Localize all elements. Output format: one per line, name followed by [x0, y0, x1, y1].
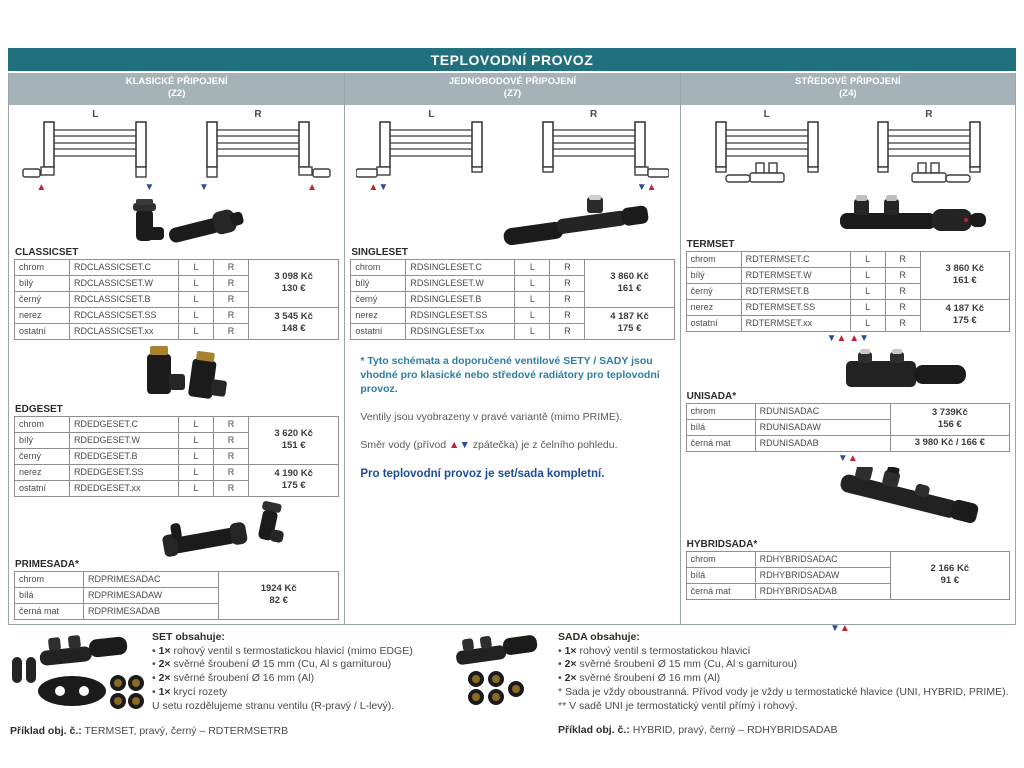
- l-cell: L: [515, 275, 550, 291]
- price-kc: 3 620 Kč: [274, 428, 313, 440]
- code-cell: RDHYBRIDSADAC: [755, 551, 890, 567]
- l-cell: L: [850, 267, 885, 283]
- l-cell: L: [179, 275, 214, 291]
- code-cell: RDSINGLESET.SS: [406, 307, 515, 323]
- code-cell: RDPRIMESADAW: [84, 587, 219, 603]
- r-cell: R: [885, 283, 920, 299]
- l-cell: L: [850, 251, 885, 267]
- color-cell: chrom: [15, 259, 70, 275]
- price-cell: [920, 299, 1009, 331]
- l-cell: L: [179, 291, 214, 307]
- code-cell: RDTERMSET.W: [741, 267, 850, 283]
- l-cell: L: [179, 480, 214, 496]
- set-title: UNISADA*: [686, 390, 737, 402]
- set-heading: SET obsahuje:: [152, 630, 225, 643]
- price-cell: [249, 416, 339, 464]
- table-row: [686, 435, 1009, 451]
- page-title: TEPLOVODNÍ PROVOZ: [8, 48, 1016, 71]
- product-image-row: [686, 345, 1010, 389]
- price-eur: 175 €: [952, 315, 977, 327]
- price-kc: 3 860 Kč: [945, 263, 985, 275]
- code-cell: RDCLASSICSET.B: [70, 291, 179, 307]
- price-cell: 3 980 Kč / 166 €: [890, 435, 1009, 451]
- r-cell: R: [214, 323, 249, 339]
- supply-arrow-icon: ▲: [646, 181, 657, 193]
- column-klasicke: [9, 73, 344, 624]
- set-title: SINGLESET: [351, 246, 409, 258]
- supply-arrow-icon: ▲: [449, 439, 460, 452]
- diagram-left: [16, 109, 174, 193]
- color-cell: bílý: [686, 267, 741, 283]
- price-kc: 3 098 Kč: [274, 271, 313, 283]
- r-cell: R: [214, 480, 249, 496]
- bullet-text: svěrné šroubení Ø 16 mm (Al): [170, 672, 315, 685]
- catalog-page: [8, 48, 1016, 738]
- column-body: [681, 105, 1015, 624]
- sada-note-2: ** V sadě UNI je termostatický ventil přímý i rohový.: [558, 699, 798, 712]
- code-cell: RDHYBRIDSADAW: [755, 567, 890, 583]
- color-cell: černá mat: [686, 435, 755, 451]
- price-eur: 156 €: [937, 419, 962, 431]
- code-cell: RDSINGLESET.xx: [406, 323, 515, 339]
- product-image-row: [686, 189, 1010, 237]
- color-cell: nerez: [15, 307, 70, 323]
- diagram-row: [14, 109, 339, 193]
- bullet-qty: 1×: [158, 644, 171, 657]
- column-body: [9, 105, 344, 624]
- return-arrow-icon: ▼: [830, 622, 840, 634]
- product-image-row: [350, 193, 674, 245]
- table-row: [15, 416, 339, 432]
- diagram-label: L: [763, 108, 770, 120]
- flow-arrows: [686, 333, 1010, 344]
- supply-arrow-icon: ▲: [847, 452, 858, 464]
- price-kc: 2 166 Kč: [930, 563, 970, 575]
- singleset-table: [350, 259, 674, 340]
- price-cell: [585, 307, 674, 339]
- r-cell: R: [214, 275, 249, 291]
- notes-block: [350, 340, 674, 482]
- color-cell: chrom: [15, 416, 70, 432]
- price-cell: [249, 307, 339, 339]
- termset-product-image: [832, 191, 992, 237]
- bullet-text: svěrné šroubení Ø 15 mm (Cu, Al s garniturou): [576, 658, 798, 671]
- color-cell: bílý: [15, 275, 70, 291]
- column-name: STŘEDOVÉ PŘIPOJENÍ: [795, 76, 901, 87]
- table-row: [15, 571, 339, 587]
- diagram-label: R: [925, 108, 933, 120]
- r-cell: R: [214, 432, 249, 448]
- price-eur: 148 €: [281, 323, 306, 335]
- r-cell: R: [214, 291, 249, 307]
- r-cell: R: [885, 251, 920, 267]
- r-cell: R: [550, 275, 585, 291]
- color-cell: ostatní: [15, 480, 70, 496]
- color-cell: bílý: [351, 275, 406, 291]
- price-eur: 161 €: [617, 283, 642, 295]
- list-item: [558, 645, 1009, 659]
- sada-heading: SADA obsahuje:: [558, 630, 640, 643]
- hybridsada-table: [686, 551, 1010, 600]
- color-cell: nerez: [351, 307, 406, 323]
- note-text: Směr vody (přívod: [360, 439, 450, 452]
- bullet-text: svěrné šroubení Ø 15 mm (Cu, Al s garniturou): [170, 658, 392, 671]
- code-cell: RDCLASSICSET.xx: [70, 323, 179, 339]
- set-contents-text: [152, 629, 413, 715]
- return-arrow-icon: ▼: [459, 439, 470, 452]
- product-image-row: [686, 465, 1010, 537]
- product-image-row: [14, 340, 339, 402]
- code-cell: RDUNISADAW: [755, 419, 890, 435]
- price-cell: [249, 259, 339, 307]
- code-cell: RDSINGLESET.C: [406, 259, 515, 275]
- diagram-right: [179, 109, 337, 193]
- radiator-schematic-icon: [20, 121, 170, 185]
- bullet-text: svěrné šroubení Ø 16 mm (Al): [576, 672, 721, 685]
- code-cell: RDTERMSET.xx: [741, 315, 850, 331]
- code-cell: RDTERMSET.B: [741, 283, 850, 299]
- note-variants: Ventily jsou vyobrazeny v pravé variantě (mimo PRIME).: [360, 411, 623, 424]
- l-cell: L: [850, 299, 885, 315]
- price-kc: 3 860 Kč: [610, 271, 649, 283]
- r-cell: R: [885, 299, 920, 315]
- note-flow-direction: [360, 438, 666, 452]
- code-cell: RDUNISADAB: [755, 435, 890, 451]
- code-cell: RDPRIMESADAB: [84, 603, 219, 619]
- bullet-qty: 2×: [564, 658, 577, 671]
- l-cell: L: [179, 464, 214, 480]
- code-cell: RDEDGESET.C: [70, 416, 179, 432]
- price-eur: 91 €: [940, 575, 960, 587]
- sada-contents-image: [448, 629, 558, 715]
- color-cell: bílá: [686, 419, 755, 435]
- set-title: CLASSICSET: [15, 246, 79, 258]
- color-cell: černý: [15, 448, 70, 464]
- return-arrow-icon: ▼: [826, 332, 837, 344]
- supply-arrow-icon: ▲: [836, 332, 847, 344]
- list-item: [558, 672, 1009, 686]
- table-row: [686, 251, 1009, 267]
- return-arrow-icon: ▼: [837, 452, 848, 464]
- r-cell: R: [885, 267, 920, 283]
- footer: [8, 622, 1016, 738]
- price-kc: 3 739Kč: [931, 407, 968, 419]
- table-row: [15, 259, 339, 275]
- r-cell: R: [214, 307, 249, 323]
- r-cell: R: [214, 464, 249, 480]
- l-cell: L: [850, 283, 885, 299]
- price-eur: 151 €: [281, 440, 306, 452]
- order-example: [558, 724, 1009, 738]
- return-arrow-icon: ▼: [859, 332, 870, 344]
- r-cell: R: [885, 315, 920, 331]
- set-title: EDGESET: [15, 403, 63, 415]
- radiator-schematic-icon: [519, 121, 669, 185]
- primesada-table: [14, 571, 339, 620]
- l-cell: L: [515, 291, 550, 307]
- code-cell: RDUNISADAC: [755, 403, 890, 419]
- r-cell: R: [214, 448, 249, 464]
- l-cell: L: [179, 416, 214, 432]
- l-cell: L: [850, 315, 885, 331]
- code-cell: RDCLASSICSET.SS: [70, 307, 179, 323]
- r-cell: R: [214, 259, 249, 275]
- code-cell: RDEDGESET.xx: [70, 480, 179, 496]
- diagram-label: R: [254, 108, 262, 120]
- color-cell: nerez: [686, 299, 741, 315]
- list-item: [152, 645, 413, 659]
- table-row: [686, 299, 1009, 315]
- price-cell: [219, 571, 339, 619]
- supply-arrow-icon: ▲: [849, 332, 860, 344]
- table-row: [686, 551, 1009, 567]
- flow-arrows: [515, 183, 673, 193]
- diagram-right: [850, 109, 1008, 189]
- table-row: [15, 307, 339, 323]
- order-example: [10, 725, 442, 737]
- supply-arrow-icon: ▲: [307, 181, 317, 193]
- l-cell: L: [179, 432, 214, 448]
- color-cell: chrom: [686, 403, 755, 419]
- note-text: zpátečka) je z čelního pohledu.: [469, 439, 618, 452]
- list-item: [152, 672, 413, 686]
- code-cell: RDTERMSET.SS: [741, 299, 850, 315]
- column-stredove: [680, 73, 1015, 624]
- list-item: [152, 686, 413, 700]
- sada-note-1: * Sada je vždy oboustranná. Přívod vody je vždy u termostatické hlavice (UNI, HYBRID, PRIME).: [558, 686, 1009, 699]
- bullet-text: rohový ventil s termostatickou hlavicí (mimo EDGE): [170, 644, 413, 657]
- diagram-label: R: [589, 108, 598, 120]
- color-cell: ostatní: [686, 315, 741, 331]
- flow-arrows: [686, 453, 1010, 464]
- code-cell: RDEDGESET.W: [70, 432, 179, 448]
- unisada-product-image: [836, 347, 976, 389]
- example-value: HYBRID, pravý, černý – RDHYBRIDSADAB: [629, 723, 838, 736]
- r-cell: R: [214, 416, 249, 432]
- color-cell: chrom: [351, 259, 406, 275]
- color-cell: chrom: [686, 551, 755, 567]
- r-cell: R: [550, 307, 585, 323]
- return-arrow-icon: ▼: [144, 181, 155, 193]
- color-cell: chrom: [15, 571, 84, 587]
- example-label: Příklad obj. č.:: [558, 723, 630, 736]
- column-body: [345, 105, 679, 624]
- code-cell: RDTERMSET.C: [741, 251, 850, 267]
- color-cell: bílý: [15, 432, 70, 448]
- flow-arrows: [352, 183, 510, 193]
- radiator-schematic-icon: [183, 121, 333, 185]
- diagram-label: L: [428, 108, 435, 120]
- color-cell: černá mat: [15, 603, 84, 619]
- r-cell: R: [550, 323, 585, 339]
- color-cell: ostatní: [351, 323, 406, 339]
- column-code: (Z2): [167, 88, 186, 100]
- return-arrow-icon: ▼: [198, 181, 209, 193]
- footer-sada-block: [442, 622, 1016, 738]
- supply-arrow-icon: ▲: [36, 181, 47, 193]
- price-cell: [890, 403, 1009, 435]
- color-cell: černý: [686, 283, 741, 299]
- bullet-text: krycí rozety: [170, 686, 228, 699]
- list-item: [558, 658, 1009, 672]
- code-cell: RDSINGLESET.W: [406, 275, 515, 291]
- l-cell: L: [179, 307, 214, 323]
- flow-arrows: [16, 183, 174, 193]
- price-cell: [249, 464, 339, 496]
- classicset-product-image: [102, 197, 252, 245]
- table-row: [15, 464, 339, 480]
- table-row: [351, 259, 674, 275]
- price-cell: [585, 259, 674, 307]
- supply-arrow-icon: ▲: [839, 622, 850, 634]
- color-cell: bílá: [686, 567, 755, 583]
- color-cell: černý: [351, 291, 406, 307]
- diagram-row: [686, 109, 1010, 189]
- bullet-text: rohový ventil s termostatickou hlavicí: [576, 644, 751, 657]
- columns-area: [8, 73, 1016, 625]
- sada-contents-text: [558, 629, 1009, 738]
- diagram-left: [352, 109, 510, 193]
- price-eur: 161 €: [952, 275, 977, 287]
- column-header-klasicke: [9, 73, 344, 105]
- price-kc: 4 187 Kč: [610, 311, 649, 323]
- hybridsada-product-image: [826, 467, 986, 537]
- column-code: (Z4): [839, 88, 857, 100]
- column-header-stredove: [681, 73, 1015, 105]
- diagram-label: L: [92, 108, 99, 120]
- l-cell: L: [179, 448, 214, 464]
- bullet-qty: 1×: [564, 644, 577, 657]
- color-cell: černý: [15, 291, 70, 307]
- code-cell: RDHYBRIDSADAB: [755, 583, 890, 599]
- column-name: KLASICKÉ PŘIPOJENÍ: [125, 76, 228, 87]
- return-arrow-icon: ▼: [378, 181, 389, 193]
- bullet-qty: 2×: [564, 672, 577, 685]
- price-kc: 4 187 Kč: [945, 303, 985, 315]
- list-item: [152, 658, 413, 672]
- flow-arrows: [179, 183, 337, 193]
- price-cell: [890, 551, 1009, 599]
- column-name: JEDNOBODOVÉ PŘIPOJENÍ: [448, 76, 577, 87]
- column-code: (Z7): [503, 88, 522, 100]
- note-schemata: * Tyto schémata a doporučené ventilové SETY / SADY jsou vhodné pro klasické nebo středové radiátory pro teplovodní provoz.: [360, 354, 660, 396]
- supply-arrow-icon: ▲: [368, 181, 379, 193]
- bullet-qty: 2×: [158, 672, 171, 685]
- color-cell: nerez: [15, 464, 70, 480]
- l-cell: L: [515, 323, 550, 339]
- code-cell: RDSINGLESET.B: [406, 291, 515, 307]
- classicset-table: [14, 259, 339, 340]
- return-arrow-icon: ▼: [636, 181, 647, 193]
- bullet-qty: 1×: [158, 686, 171, 699]
- r-cell: R: [550, 291, 585, 307]
- l-cell: L: [179, 323, 214, 339]
- column-header-jednobodove: [345, 73, 679, 105]
- singleset-product-image: [491, 195, 661, 245]
- set-title: TERMSET: [686, 238, 735, 250]
- code-cell: RDCLASSICSET.C: [70, 259, 179, 275]
- set-contents-image: [10, 629, 152, 715]
- footer-set-block: [8, 629, 442, 738]
- flow-arrows: [830, 623, 850, 634]
- r-cell: R: [550, 259, 585, 275]
- l-cell: L: [515, 307, 550, 323]
- color-cell: bílá: [15, 587, 84, 603]
- price-kc: 1924 Kč: [260, 583, 297, 595]
- l-cell: L: [515, 259, 550, 275]
- price-kc: 4 190 Kč: [274, 468, 313, 480]
- table-row: [686, 403, 1009, 419]
- color-cell: černá mat: [686, 583, 755, 599]
- price-eur: 82 €: [269, 595, 288, 607]
- radiator-schematic-icon: [692, 121, 842, 189]
- diagram-left: [688, 109, 846, 189]
- edgeset-table: [14, 416, 339, 497]
- l-cell: L: [179, 259, 214, 275]
- price-cell: [920, 251, 1009, 299]
- color-cell: chrom: [686, 251, 741, 267]
- price-eur: 175 €: [617, 323, 642, 335]
- product-image-row: [14, 497, 339, 557]
- diagram-row: [350, 109, 674, 193]
- example-label: Příklad obj. č.:: [10, 724, 82, 737]
- radiator-schematic-icon: [854, 121, 1004, 189]
- price-eur: 175 €: [281, 480, 306, 492]
- price-eur: 130 €: [281, 283, 306, 295]
- price-kc: 3 545 Kč: [274, 311, 313, 323]
- column-jednobodove: [344, 73, 679, 624]
- set-side-note: U setu rozdělujeme stranu ventilu (R-pravý / L-levý).: [152, 699, 395, 712]
- code-cell: RDEDGESET.SS: [70, 464, 179, 480]
- set-title: HYBRIDSADA*: [686, 538, 758, 550]
- table-row: [351, 307, 674, 323]
- color-cell: ostatní: [15, 323, 70, 339]
- radiator-schematic-icon: [356, 121, 506, 185]
- edgeset-product-image: [117, 344, 237, 402]
- code-cell: RDEDGESET.B: [70, 448, 179, 464]
- example-value: TERMSET, pravý, černý – RDTERMSETRB: [81, 724, 289, 737]
- set-title: PRIMESADA*: [15, 558, 79, 570]
- diagram-right: [515, 109, 673, 193]
- code-cell: RDCLASSICSET.W: [70, 275, 179, 291]
- product-image-row: [14, 193, 339, 245]
- unisada-table: [686, 403, 1010, 452]
- code-cell: RDPRIMESADAC: [84, 571, 219, 587]
- primesada-product-image: [153, 501, 303, 557]
- note-complete: Pro teplovodní provoz je set/sada kompletní.: [360, 467, 605, 480]
- termset-table: [686, 251, 1010, 332]
- bullet-qty: 2×: [158, 658, 171, 671]
